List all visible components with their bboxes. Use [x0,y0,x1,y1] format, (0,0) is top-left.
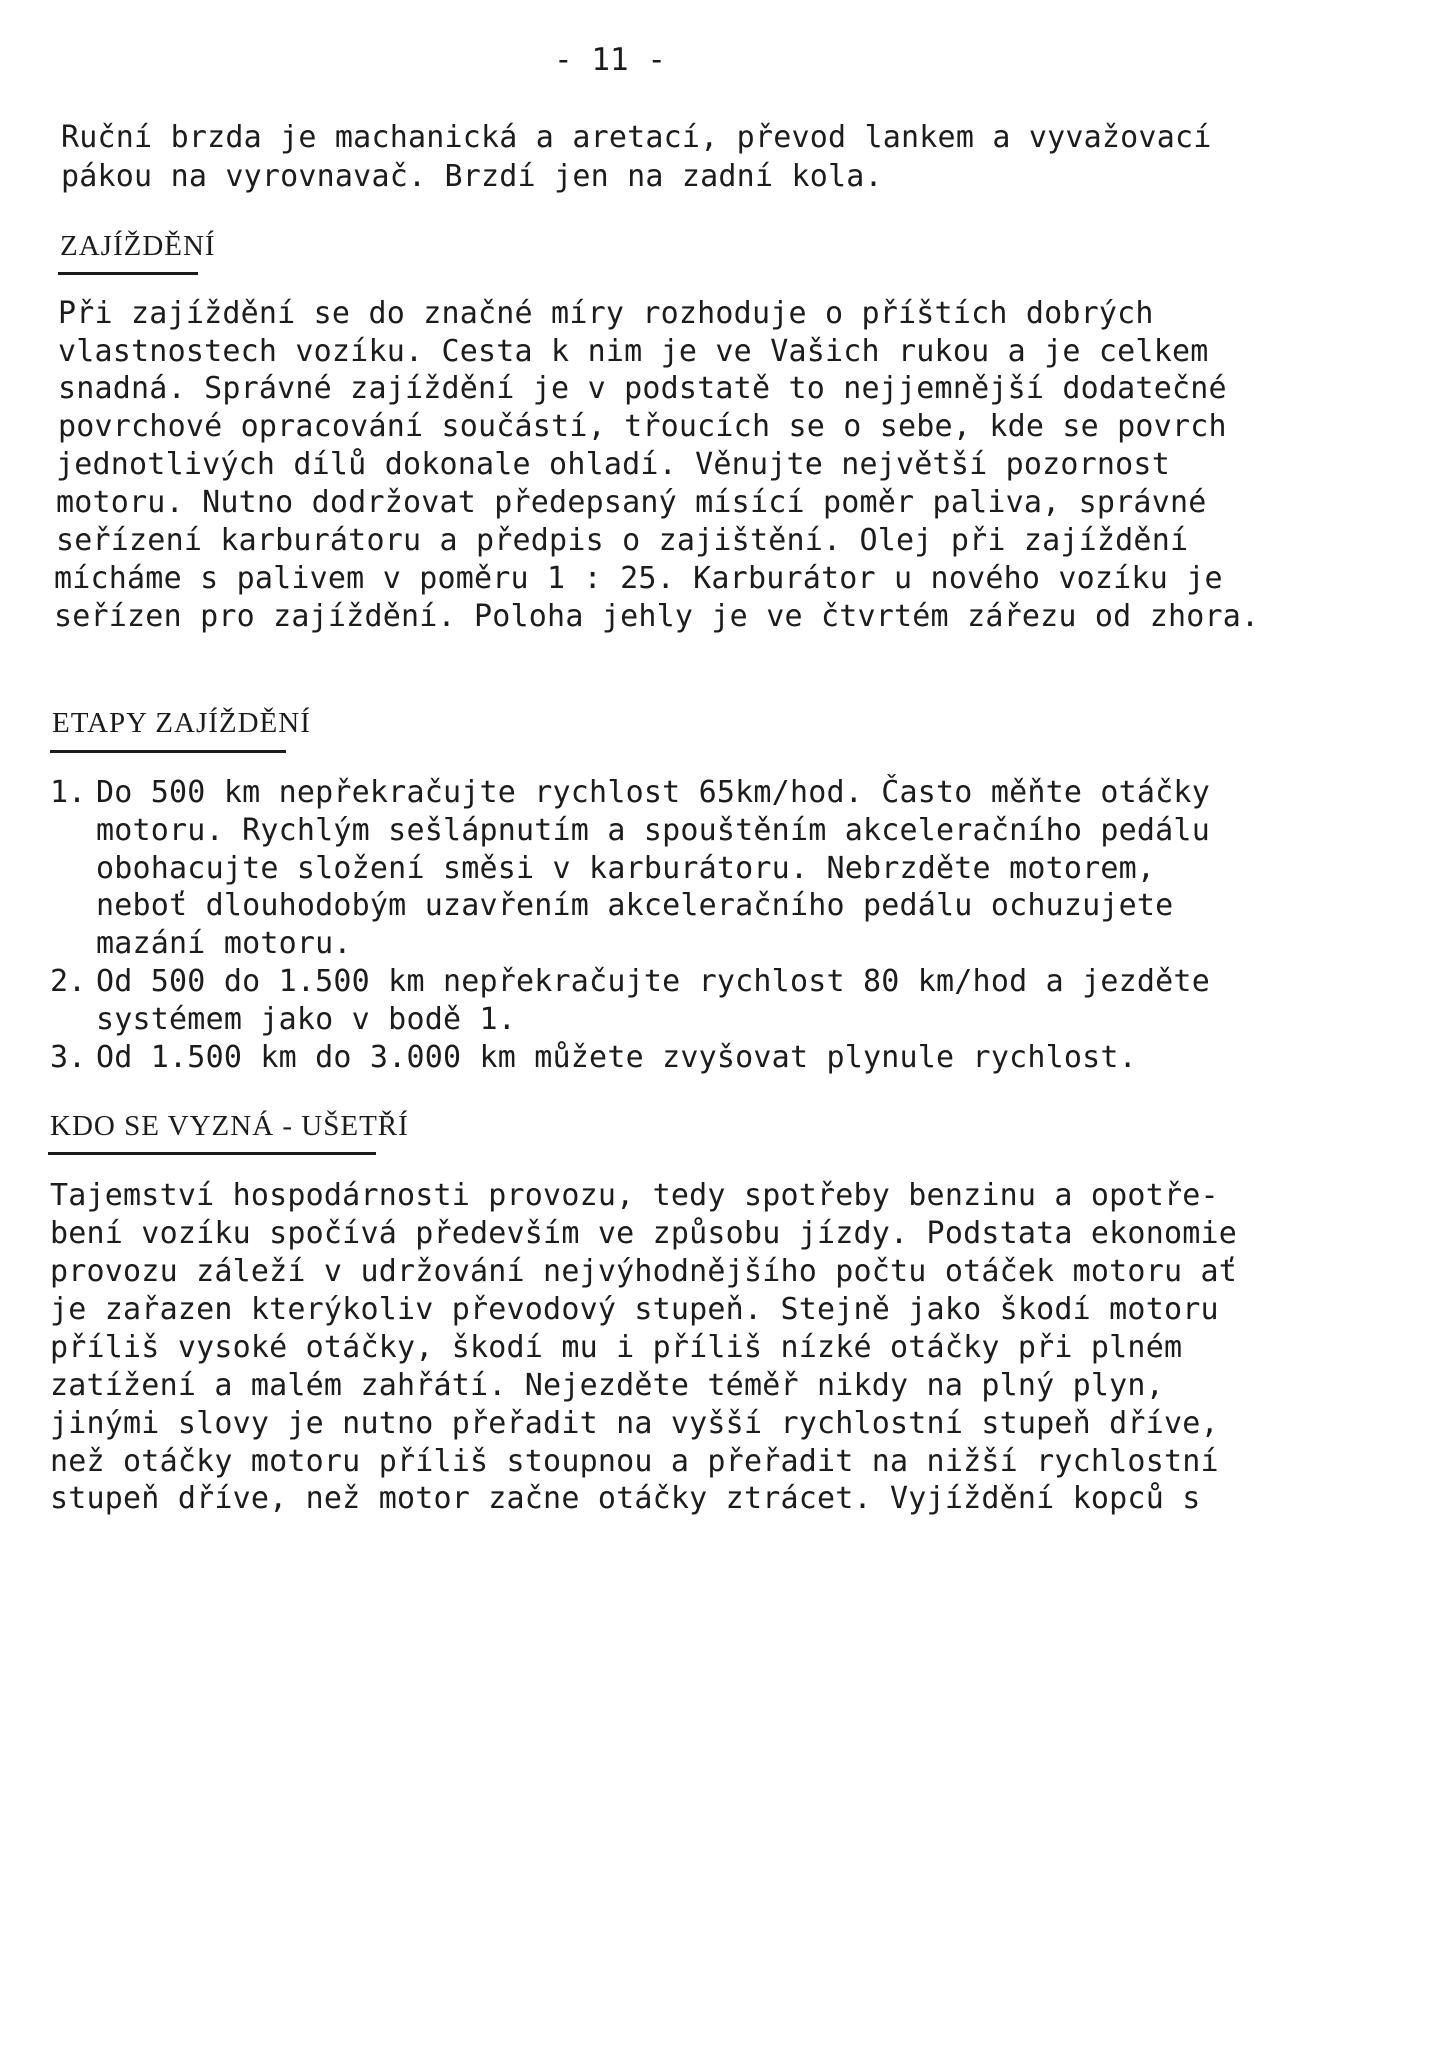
list-item-number: 2. [50,964,87,999]
section-heading-break-in: ZAJÍŽDĚNÍ [60,230,216,262]
paragraph-line: snadná. Správné zajíždění je v podstatě to nejjemnější dodatečné [58,371,1227,406]
intro-line: pákou na vyrovnavač. Brzdí jen na zadní kola. [61,159,883,194]
paragraph-line: seřízení karburátoru a předpis o zajištění. Olej při zajíždění [56,523,1189,558]
paragraph-line: povrchové opracování součástí, třoucích se o sebe, kde se povrch [58,409,1227,444]
paragraph-line: než otáčky motoru příliš stoupnou a přeřadit na nižší rychlostní [50,1444,1219,1479]
list-item-line: neboť dlouhodobým uzavřením akceleračního pedálu ochuzujete [96,888,1174,923]
paragraph-line: zatížení a malém zahřátí. Nejezděte téměř nikdy na plný plyn, [50,1368,1164,1403]
paragraph-line: příliš vysoké otáčky, škodí mu i příliš nízké otáčky při plném [50,1330,1183,1365]
list-item-line: mazání motoru. [96,926,352,961]
paragraph-line: Při zajíždění se do značné míry rozhoduje o příštích dobrých [58,296,1154,331]
list-item-line: obohacujte složení směsi v karburátoru. Nebrzděte motorem, [96,851,1156,886]
paragraph-line: jednotlivých dílů dokonale ohladí. Věnujte největší pozornost [56,447,1170,482]
list-item-line: Od 500 do 1.500 km nepřekračujte rychlost 80 km/hod a jezděte [96,964,1210,999]
paragraph-line: motoru. Nutno dodržovat předepsaný mísící poměr paliva, správné [56,485,1207,520]
list-item-line: systémem jako v bodě 1. [96,1002,517,1037]
paragraph-line: Tajemství hospodárnosti provozu, tedy spotřeby benzinu a opotře- [50,1178,1219,1213]
section-heading-economy: KDO SE VYZNÁ - UŠETŘÍ [50,1110,409,1142]
heading-underline [48,1152,376,1155]
paragraph-line: jinými slovy je nutno přeřadit na vyšší rychlostní stupeň dříve, [50,1406,1219,1441]
heading-underline [58,272,198,275]
paragraph-line: je zařazen kterýkoliv převodový stupeň. Stejně jako škodí motoru [50,1292,1219,1327]
section-heading-stages: ETAPY ZAJÍŽDĚNÍ [52,707,311,739]
paragraph-line: bení vozíku spočívá především ve způsobu jízdy. Podstata ekonomie [50,1216,1237,1251]
list-item-number: 3. [50,1040,87,1075]
list-item-line: motoru. Rychlým sešlápnutím a spouštěním akceleračního pedálu [96,813,1210,848]
list-item-line: Do 500 km nepřekračujte rychlost 65km/hod. Často měňte otáčky [96,775,1210,810]
heading-underline [50,750,286,753]
paragraph-line: provozu záleží v udržování nejvýhodnějšího počtu otáček motoru ať [50,1254,1237,1289]
paragraph-line: seřízen pro zajíždění. Poloha jehly je ve čtvrtém zářezu od zhora. [54,599,1260,634]
paragraph-line: stupeň dříve, než motor začne otáčky ztrácet. Vyjíždění kopců s [50,1481,1201,1516]
page-number: - 11 - [554,42,666,78]
list-item-number: 1. [50,775,87,810]
list-item-line: Od 1.500 km do 3.000 km můžete zvyšovat plynule rychlost. [96,1040,1137,1075]
paragraph-line: mícháme s palivem v poměru 1 : 25. Karburátor u nového vozíku je [54,561,1223,596]
paragraph-line: vlastnostech vozíku. Cesta k nim je ve Vašich rukou a je celkem [58,334,1209,369]
intro-line: Ruční brzda je machanická a aretací, převod lankem a vyvažovací [61,120,1212,155]
